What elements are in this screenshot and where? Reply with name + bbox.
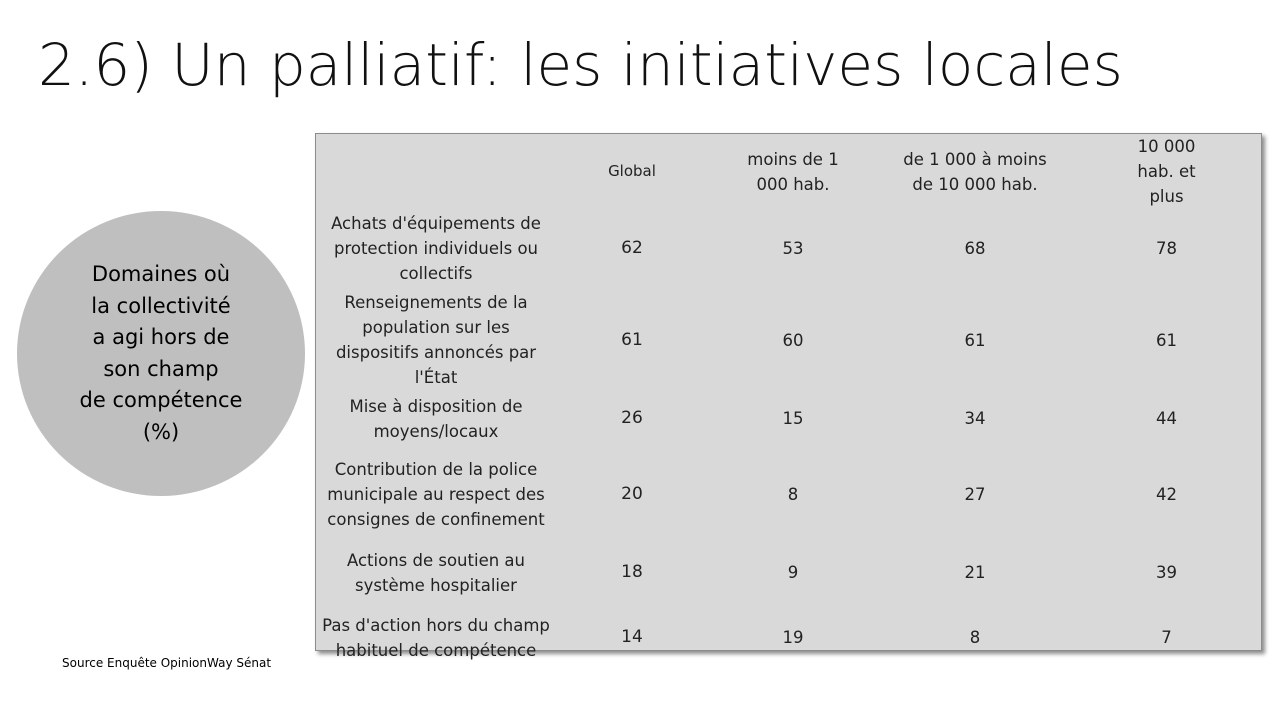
- global-value: 14: [621, 627, 643, 647]
- medium-towns-value: 68: [964, 239, 986, 258]
- global-value: 18: [621, 562, 643, 582]
- small-towns-value: 53: [782, 239, 804, 258]
- table-row: [316, 543, 1261, 602]
- large-towns-value: 42: [1156, 484, 1177, 504]
- row-label: Achats d'équipements de protection individuels ou collectifs: [331, 214, 541, 283]
- medium-towns-value: 34: [964, 409, 986, 428]
- small-towns-value: 60: [782, 330, 804, 350]
- small-towns-value: 8: [787, 484, 799, 504]
- medium-towns-value: 61: [964, 330, 986, 350]
- medium-towns-value: 27: [964, 484, 986, 504]
- data-table-container: [315, 133, 1262, 660]
- row-label: Renseignements de la population sur les dispositifs annoncés par l'État: [335, 293, 537, 387]
- row-label: Actions de soutien au système hospitalier: [346, 550, 525, 595]
- header-cell-large-towns: 10 000 hab. et plus: [1137, 137, 1196, 206]
- small-towns-value: 9: [787, 563, 799, 582]
- global-value: 62: [621, 238, 643, 258]
- large-towns-value: 44: [1156, 409, 1177, 428]
- header-cell-small-towns: moins de 1 000 hab.: [747, 149, 839, 194]
- table-header-row: [316, 134, 1261, 209]
- small-towns-value: 19: [782, 628, 804, 647]
- header-cell-empty: [316, 134, 556, 209]
- medium-towns-value: 8: [969, 628, 981, 647]
- header-cell-medium-towns: de 1 000 à moins de 10 000 hab.: [903, 149, 1047, 194]
- table-row: [316, 288, 1261, 392]
- medium-towns-value: 21: [964, 563, 986, 582]
- global-value: 20: [621, 483, 643, 504]
- global-value: 26: [621, 408, 643, 428]
- large-towns-value: 78: [1156, 239, 1177, 258]
- circle-label: Domaines où la collectivité a agi hors de son champ de compétence (%): [79, 262, 243, 444]
- large-towns-value: 39: [1156, 563, 1177, 582]
- data-table: [316, 134, 1261, 673]
- slide-title: 2.6) Un palliatif: les initiatives locales: [38, 31, 1123, 99]
- global-value: 61: [621, 329, 643, 350]
- source-note: Source Enquête OpinionWay Sénat: [62, 656, 272, 670]
- row-label: Pas d'action hors du champ habituel de compétence: [322, 615, 550, 660]
- row-label: Contribution de la police municipale au respect des consignes de confinement: [327, 459, 545, 529]
- table-row: [316, 602, 1261, 673]
- header-cell-global: Global: [608, 162, 656, 180]
- summary-circle: [17, 211, 305, 496]
- large-towns-value: 61: [1156, 330, 1177, 350]
- table-row: [316, 392, 1261, 445]
- row-label: Mise à disposition de moyens/locaux: [349, 396, 523, 441]
- table-row: [316, 445, 1261, 543]
- large-towns-value: 7: [1161, 628, 1172, 647]
- small-towns-value: 15: [782, 409, 804, 428]
- table-row: [316, 209, 1261, 288]
